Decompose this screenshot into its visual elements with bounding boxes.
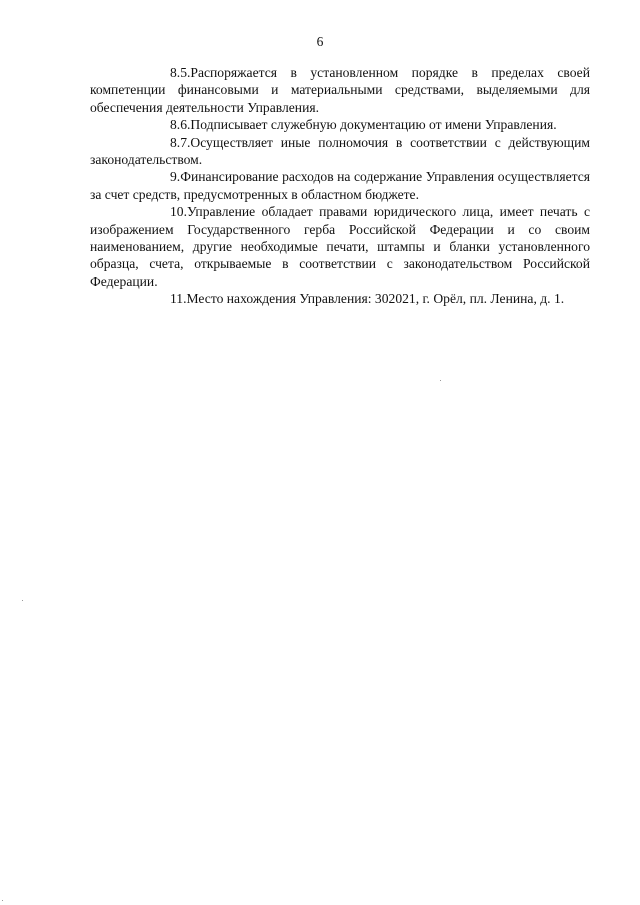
paragraph-text: Осуществляет иные полномочия в соответствии с действующим законодательством. (90, 134, 590, 168)
paragraph-number: 9. (170, 169, 181, 185)
paragraph-number: 8.7. (170, 134, 191, 150)
paragraph-10 (90, 203, 590, 290)
paragraph-11 (90, 290, 590, 307)
page-number: 6 (316, 34, 324, 49)
paragraph-number: 10. (170, 204, 187, 220)
paragraph-8-7 (90, 134, 590, 169)
paragraph-text: Управление обладает правами юридического лица, имеет печать с изображением Государственного герба Российской Федерации и со своим наименованием, другие необходимые печати, штампы и бланки установленного образца, счета, открываемые в соответствии с законодательством Российской Федерации. (90, 204, 590, 289)
paragraph-number: 8.5. (170, 65, 191, 80)
scan-speck (440, 380, 441, 381)
paragraph-number: 11. (170, 291, 187, 307)
paragraph-text: Распоряжается в установленном порядке в пределах своей компетенции финансовыми и материальными средствами, выделяемыми для обеспечения деятельности Управления. (90, 65, 590, 115)
scan-speck (22, 600, 23, 601)
paragraph-8-6 (90, 116, 590, 133)
paragraph-9 (90, 168, 590, 203)
scan-speck (2, 900, 3, 901)
paragraph-8-5 (90, 64, 590, 116)
paragraph-text: Финансирование расходов на содержание Управления осуществляется за счет средств, предусмотренных в областном бюджете. (90, 169, 590, 202)
document-body (90, 64, 590, 308)
paragraph-number: 8.6. (170, 117, 191, 133)
paragraph-text: Подписывает служебную документацию от имени Управления. (190, 117, 557, 133)
paragraph-text: Место нахождения Управления: 302021, г. Орёл, пл. Ленина, д. 1. (186, 291, 565, 307)
